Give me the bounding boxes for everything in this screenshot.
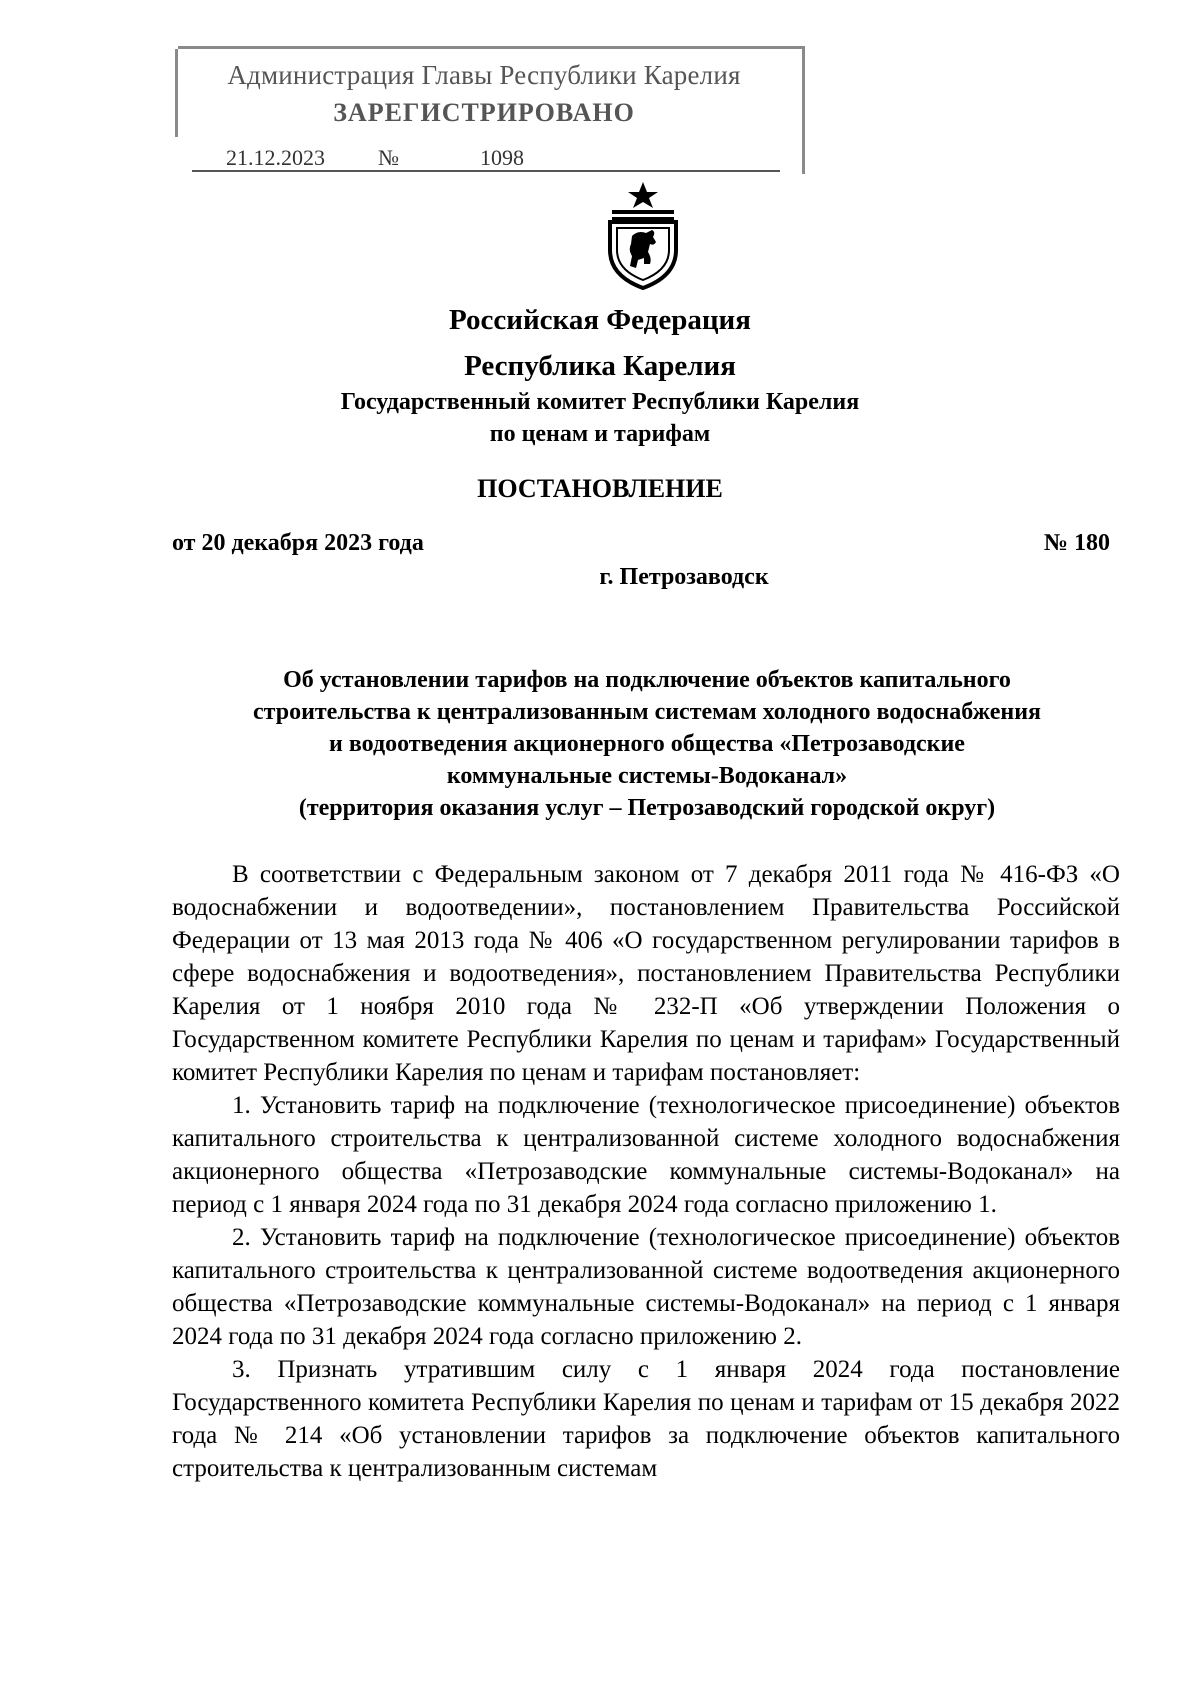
registration-stamp [178,46,804,173]
stamp-number-label: № [378,145,399,170]
clause-1: 1. Установить тариф на подключение (технологическое присоединение) объектов капитального строительства к централизованной системе холодного водоснабжения акционерного общества «Петрозаводские коммунальные системы-Водоканал» на период с 1 января 2024 года по 31 декабря 2024 года согласно приложению 1. [172,1092,1120,1218]
document-title [172,664,1122,824]
document-type: ПОСТАНОВЛЕНИЕ [477,474,723,503]
document-city: г. Петрозаводск [599,564,769,590]
country-heading: Российская Федерация [449,304,751,336]
karelia-coat-of-arms-icon [598,180,688,290]
preamble-paragraph: В соответствии с Федеральным законом от 7 декабря 2011 года № 416-ФЗ «О водоснабжении и водоотведении», постановлением Правительства Российской Федерации от 13 мая 2013 года № 406 «О государственном регулировании тарифов в сфере водоснабжения и водоотведения», постановлением Правительства Республики Карелия от 1 ноября 2010 года № 232-П «Об утверждении Положения о Государственном комитете Республики Карелия по ценам и тарифам» Государственный комитет Республики Карелия по ценам и тарифам постановляет: [172,861,1120,1086]
stamp-date: 21.12.2023 [226,145,325,170]
title-line: коммунальные системы-Водоканал» [446,763,848,789]
document-date: от 20 декабря 2023 года [172,530,424,556]
stamp-number: 1098 [480,145,524,170]
clause-2: 2. Установить тариф на подключение (технологическое присоединение) объектов капитального строительства к централизованной системе водоотведения акционерного общества «Петрозаводские коммунальные системы-Водоканал» на период с 1 января 2024 года по 31 декабря 2024 года согласно приложению 2. [172,1224,1120,1350]
stamp-underline [192,170,780,172]
title-line: (территория оказания услуг – Петрозаводский городской округ) [298,795,996,821]
title-line: строительства к централизованным системам холодного водоснабжения [252,699,1041,725]
document-body [172,858,1120,1485]
committee-heading-line2: по ценам и тарифам [489,421,711,447]
clause-3: 3. Признать утратившим силу с 1 января 2024 года постановление Государственного комитета Республики Карелия по ценам и тарифам от 15 декабря 2022 года № 214 «Об установлении тарифов за подключение объектов капитального строительства к централизованным системам [172,1356,1120,1482]
stamp-authority: Администрация Главы Республики Карелия [227,60,741,90]
republic-heading: Республика Карелия [464,350,736,382]
title-line: Об установлении тарифов на подключение объектов капитального [283,667,1011,693]
title-line: и водоотведения акционерного общества «Петрозаводские [329,731,965,757]
document-number: № 180 [1043,530,1110,556]
stamp-status: ЗАРЕГИСТРИРОВАНО [333,98,635,127]
committee-heading-line1: Государственный комитет Республики Карелия [340,389,860,415]
